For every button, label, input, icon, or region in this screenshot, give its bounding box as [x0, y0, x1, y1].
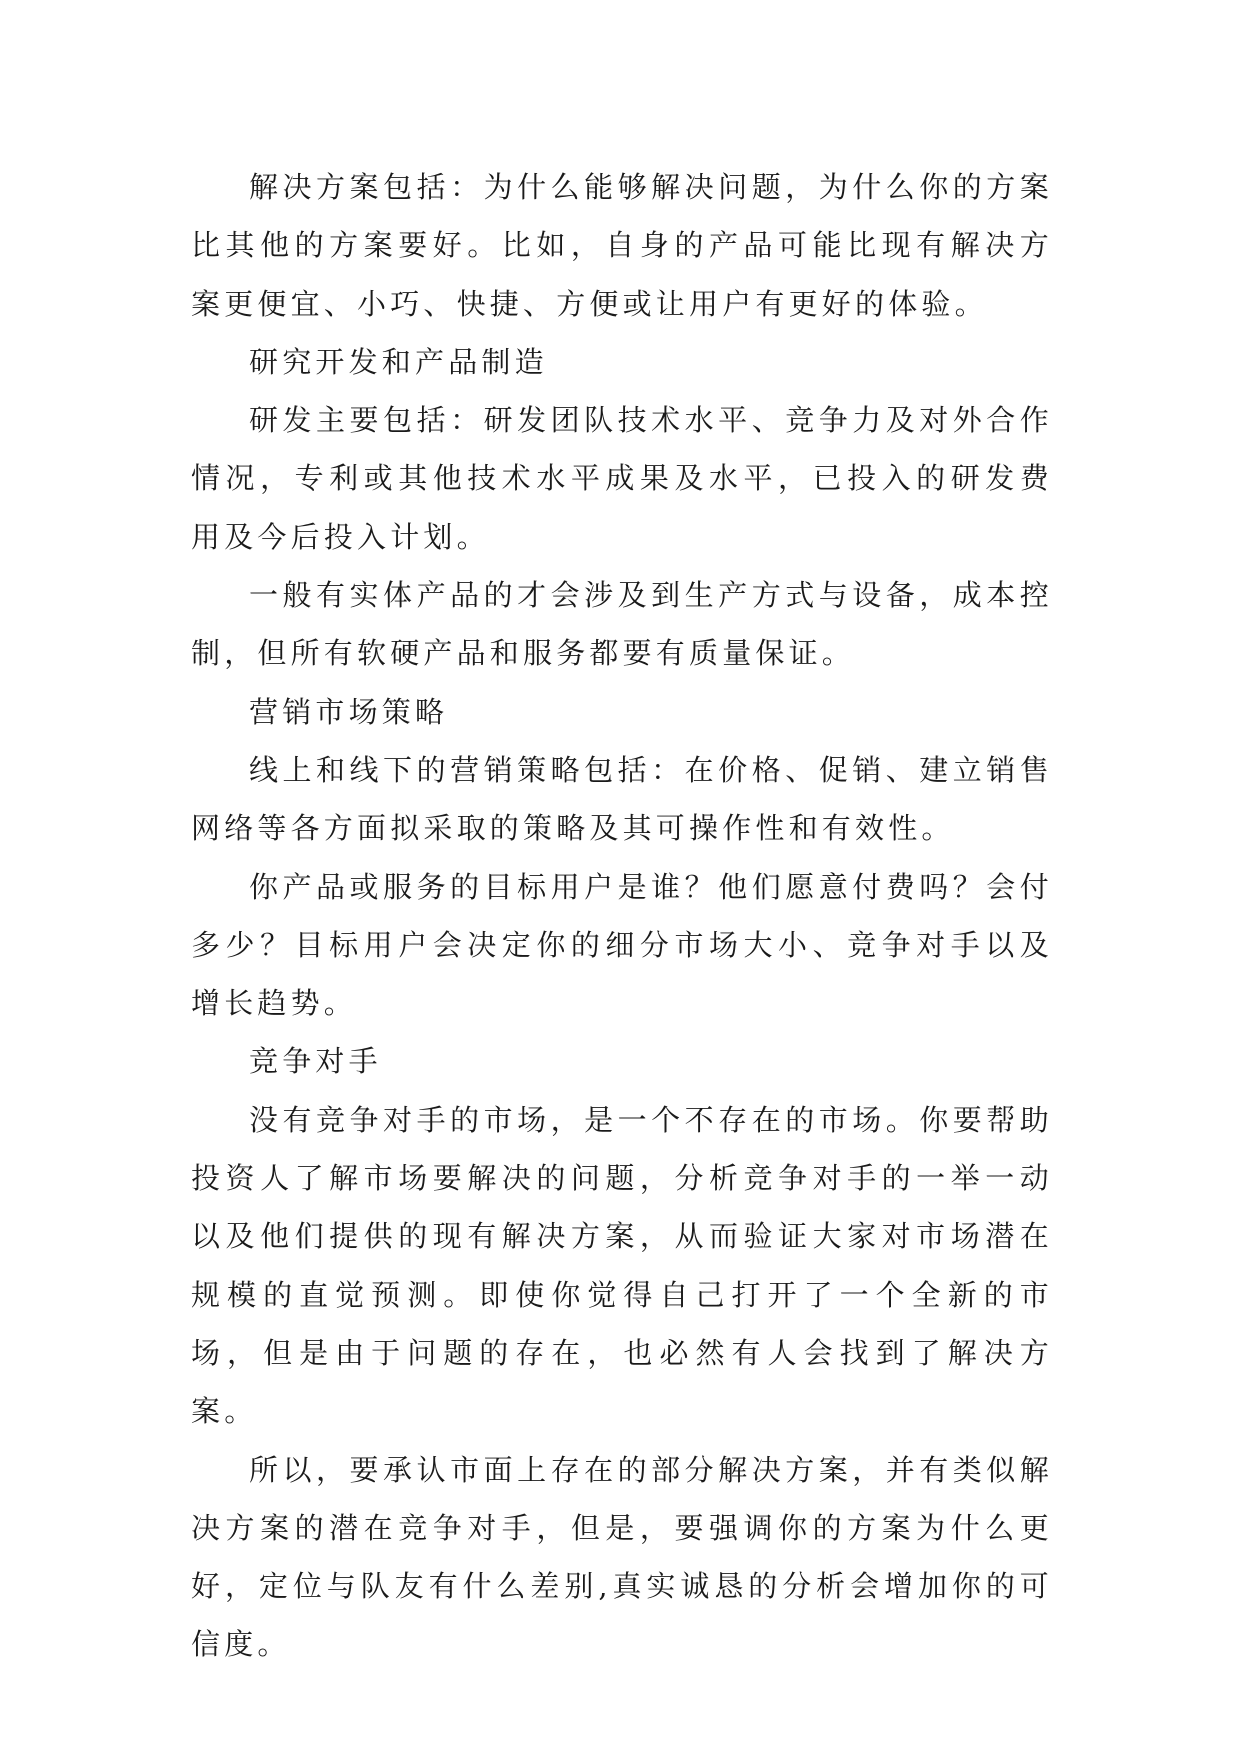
heading-marketing: 营销市场策略	[249, 694, 449, 729]
paragraph-solution: 解决方案包括：为什么能够解决问题，为什么你的方案比其他的方案要好。比如，自身的产品可能比现有解决方案更便宜、小巧、快捷、方便或让用户有更好的体验。	[191, 170, 1053, 321]
heading-competitors: 竞争对手	[249, 1044, 382, 1079]
document-page	[191, 158, 1053, 1674]
paragraph-production: 一般有实体产品的才会涉及到生产方式与设备，成本控制，但所有软硬产品和服务都要有质量保证。	[191, 578, 1053, 671]
paragraph-marketing: 线上和线下的营销策略包括：在价格、促销、建立销售网络等各方面拟采取的策略及其可操作性和有效性。	[191, 752, 1053, 846]
paragraph-rd: 研发主要包括：研发团队技术水平、竞争力及对外合作情况，专利或其他技术水平成果及水平，已投入的研发费用及今后投入计划。	[191, 403, 1053, 554]
paragraph-competitors: 没有竞争对手的市场，是一个不存在的市场。你要帮助投资人了解市场要解决的问题，分析竞争对手的一举一动以及他们提供的现有解决方案，从而验证大家对市场潜在规模的直觉预测。即使你觉得自己打开了一个全新的市场，但是由于问题的存在，也必然有人会找到了解决方案。	[191, 1102, 1053, 1429]
paragraph-target-users: 你产品或服务的目标用户是谁？他们愿意付费吗？会付多少？目标用户会决定你的细分市场大小、竞争对手以及增长趋势。	[191, 869, 1053, 1021]
paragraph-acknowledge: 所以，要承认市面上存在的部分解决方案，并有类似解决方案的潜在竞争对手，但是，要强调你的方案为什么更好，定位与队友有什么差别,真实诚恳的分析会增加你的可信度。	[191, 1452, 1053, 1662]
heading-rd-manufacturing: 研究开发和产品制造	[249, 344, 548, 379]
